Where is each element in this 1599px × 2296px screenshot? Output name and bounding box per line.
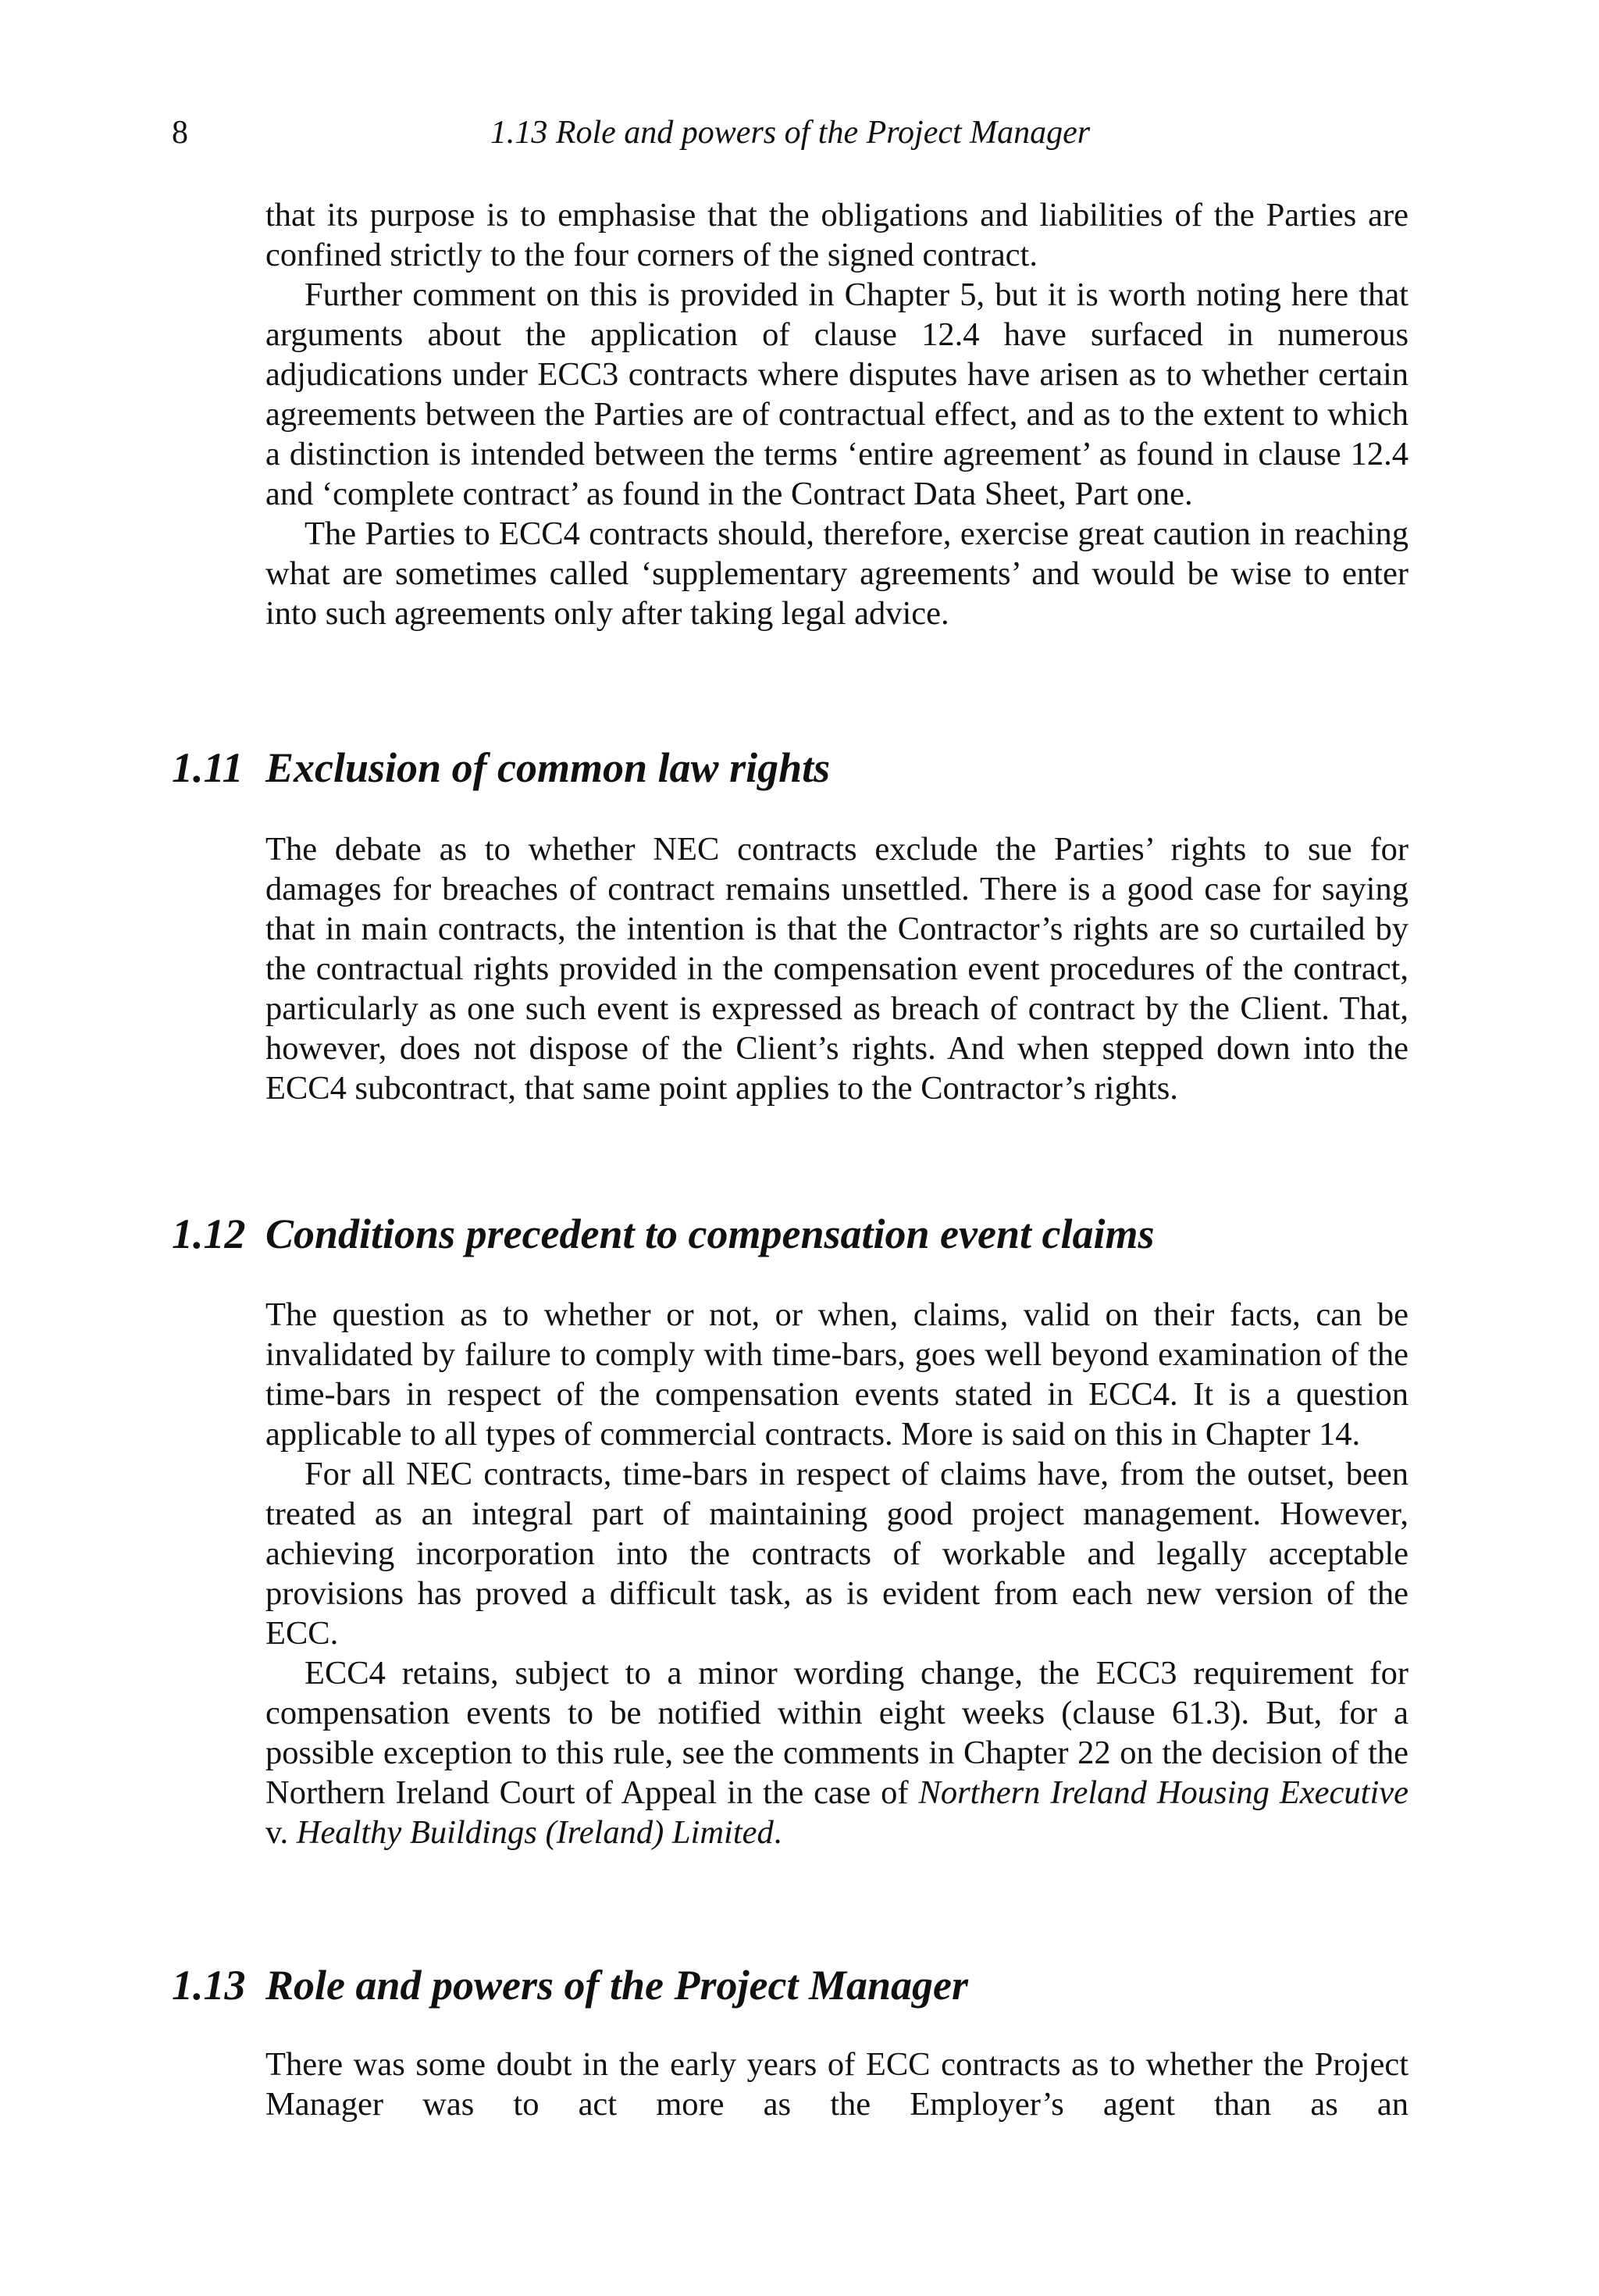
intro-text: [265, 195, 1408, 633]
page-number: 8: [172, 115, 188, 151]
section-number: 1.11: [172, 744, 244, 791]
section-title: Role and powers of the Project Manager: [265, 1962, 968, 2009]
section-heading-1-13: [172, 1960, 1421, 2010]
section-number: 1.12: [172, 1210, 246, 1257]
section-title: Exclusion of common law rights: [265, 744, 831, 791]
section-heading-1-11: [172, 743, 1421, 793]
paragraph: The question as to whether or not, or when, claims, valid on their facts, can be invalidated by failure to comply with time-bars, goes well beyond examination of the time-bars in respect of the compensation events stated in ECC4. It is a question applicable to all types of commercial contracts. More is said on this in Chapter 14.: [265, 1296, 1408, 1453]
running-title: 1.13 Role and powers of the Project Manager: [490, 115, 1091, 151]
versus-text: v.: [265, 1814, 297, 1851]
running-header: [172, 109, 1408, 156]
section-1-12-text: [265, 1295, 1408, 1852]
section-1-13-text: [265, 2045, 1408, 2124]
section-heading-1-12: [172, 1209, 1421, 1259]
case-name: Healthy Buildings (Ireland) Limited: [296, 1814, 774, 1851]
paragraph-text: ECC4 retains, subject to a minor wording change, the ECC3 requirement for compensation events to be notified within eight weeks (clause 61.3). But, for a possible exception to this rule, see the comments in Chapter 22 on the decision of the Northern Ireland Court of Appeal in the case of: [265, 1655, 1408, 1811]
paragraph: The debate as to whether NEC contracts exclude the Parties’ rights to sue for damages for breaches of contract remains unsettled. There is a good case for saying that in main contracts, the intention is that the Contractor’s rights are so curtailed by the contractual rights provided in the compensation event procedures of the contract, particularly as one such event is expressed as breach of contract by the Client. That, however, does not dispose of the Client’s rights. And when stepped down into the ECC4 subcontract, that same point applies to the Contractor’s rights.: [265, 831, 1408, 1107]
paragraph: For all NEC contracts, time-bars in respect of claims have, from the outset, been treated as an integral part of maintaining good project management. However, achieving incorporation into the contracts of workable and legally acceptable provisions has proved a difficult task, as is evident from each new version of the ECC.: [265, 1456, 1408, 1652]
paragraph: Further comment on this is provided in Chapter 5, but it is worth noting here that arguments about the application of clause 12.4 have surfaced in numerous adjudications under ECC3 contracts where disputes have arisen as to whether certain agreements between the Parties are of contractual effect, and as to the extent to which a distinction is intended between the terms ‘entire agreement’ as found in clause 12.4 and ‘complete contract’ as found in the Contract Data Sheet, Part one.: [265, 276, 1408, 512]
paragraph: There was some doubt in the early years of ECC contracts as to whether the Project Manager was to act more as the Employer’s agent than as an: [265, 2046, 1408, 2123]
section-1-11-text: [265, 829, 1408, 1108]
paragraph: The Parties to ECC4 contracts should, therefore, exercise great caution in reaching what are sometimes called ‘supplementary agreements’ and would be wise to enter into such agreements only after taking legal advice.: [265, 515, 1408, 632]
section-number: 1.13: [172, 1962, 246, 2009]
paragraph-end: .: [773, 1814, 782, 1851]
case-name: Northern Ireland Housing Executive: [918, 1774, 1408, 1811]
paragraph: that its purpose is to emphasise that the obligations and liabilities of the Parties are confined strictly to the four corners of the signed contract.: [265, 197, 1408, 273]
paragraph-with-case: [265, 1653, 1408, 1852]
section-title: Conditions precedent to compensation event claims: [265, 1210, 1155, 1257]
